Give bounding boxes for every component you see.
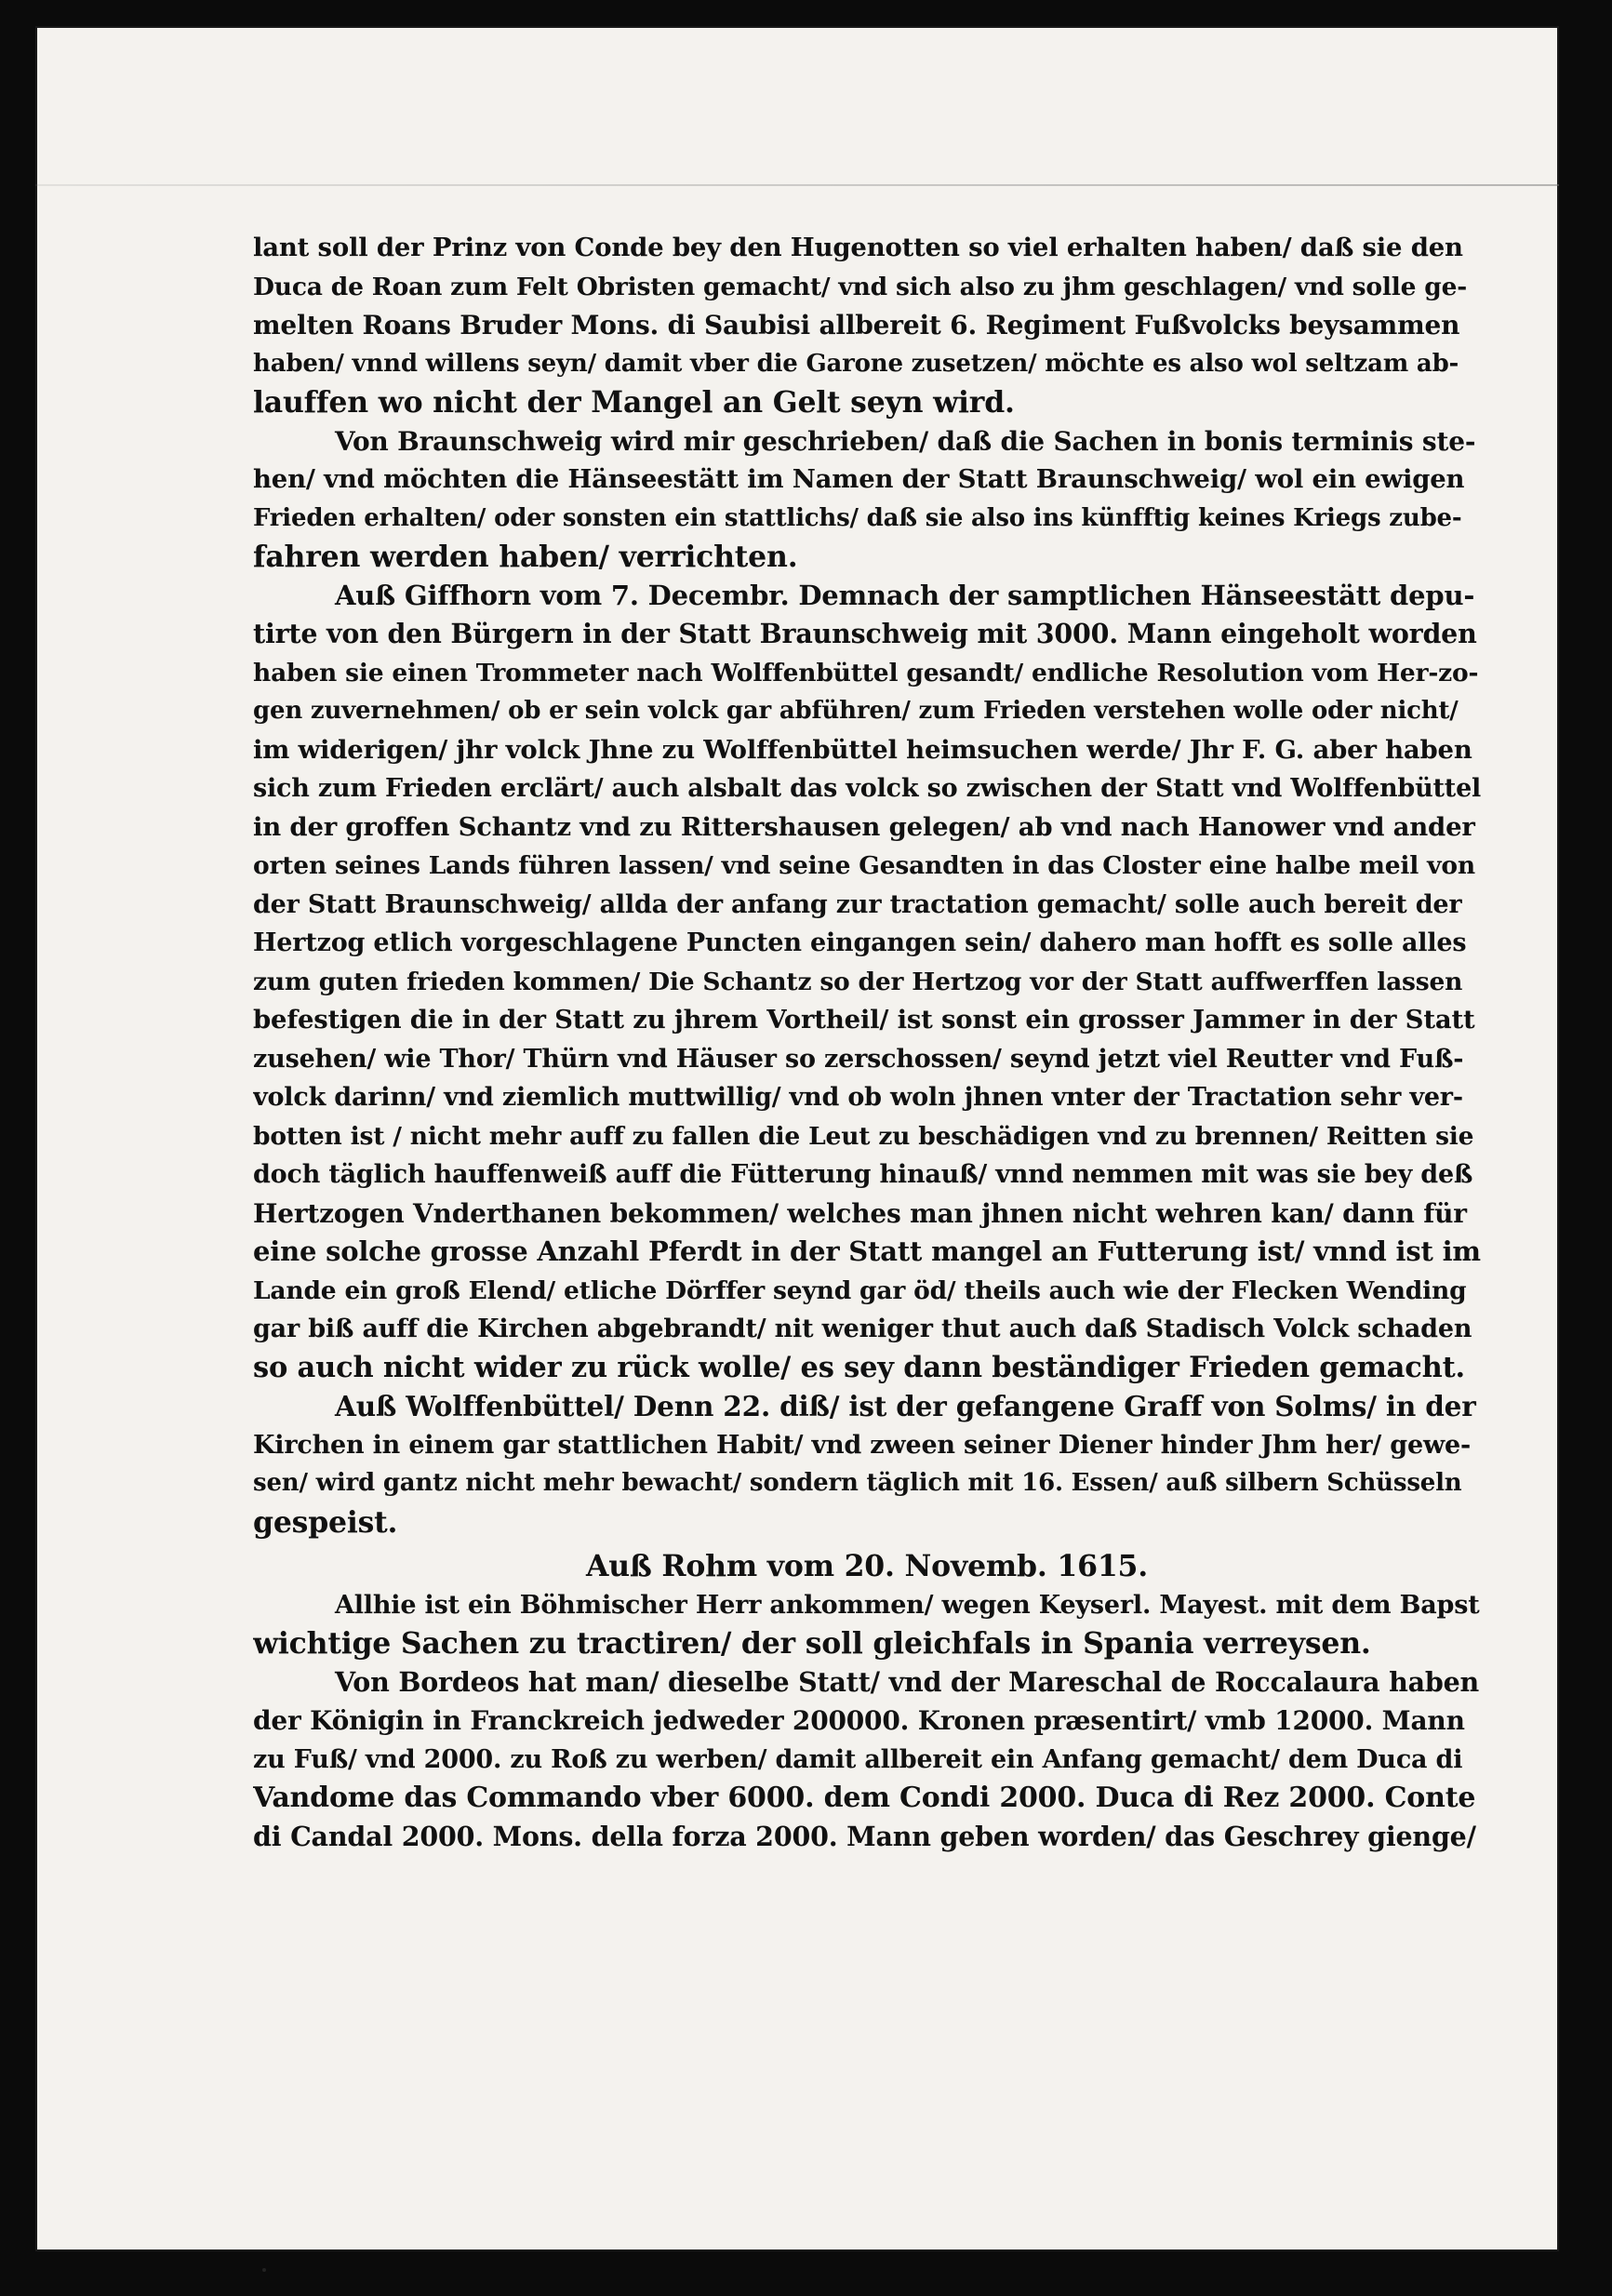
text-line: sen/ wird gantz nicht mehr bewacht/ sondern täglich mit 16. Essen/ auß silbern Schüsseln	[253, 1469, 1462, 1497]
text-line: der Statt Braunschweig/ allda der anfang zur tractation gemacht/ solle auch bereit der	[253, 889, 1462, 919]
text-line: botten ist / nicht mehr auff zu fallen die Leut zu beschädigen vnd zu brennen/ Reitten sie	[253, 1121, 1474, 1151]
section-heading: Auß Rohm vom 20. Novemb. 1615.	[585, 1549, 1149, 1583]
text-line: di Candal 2000. Mons. della forza 2000. Mann geben worden/ das Geschrey gienge/	[253, 1820, 1476, 1852]
text-line: doch täglich hauffenweiß auff die Fütterung hinauß/ vnnd nemmen mit was sie bey deß	[253, 1160, 1473, 1189]
text-line: gespeist.	[253, 1504, 398, 1540]
text-line: zum guten frieden kommen/ Die Schantz so der Hertzog vor der Statt auffwerffen lassen	[253, 967, 1463, 996]
text-line: haben sie einen Trommeter nach Wolffenbüttel gesandt/ endliche Resolution vom Her-zo-	[253, 658, 1479, 687]
page-fold-line	[35, 184, 1559, 186]
text-line: Kirchen in einem gar stattlichen Habit/ vnd zween seiner Diener hinder Jhm her/ gewe-	[253, 1430, 1471, 1460]
document-body	[253, 229, 1481, 1856]
text-line: wichtige Sachen zu tractiren/ der soll gleichfals in Spania verreysen.	[253, 1626, 1371, 1661]
text-line: Allhie ist ein Böhmischer Herr ankommen/ wegen Keyserl. Mayest. mit dem Bapst	[335, 1590, 1480, 1620]
text-line: Auß Giffhorn vom 7. Decembr. Demnach der samptlichen Hänseestätt depu-	[335, 579, 1475, 611]
text-line: fahren werden haben/ verrichten.	[253, 540, 798, 574]
text-line: melten Roans Bruder Mons. di Saubisi allbereit 6. Regiment Fußvolcks beysammen	[253, 310, 1460, 340]
text-line: hen/ vnd möchten die Hänseestätt im Namen der Statt Braunschweig/ wol ein ewigen	[253, 464, 1465, 494]
text-line: in der groffen Schantz vnd zu Rittershausen gelegen/ ab vnd nach Hanower vnd ander	[253, 811, 1475, 842]
text-line: Frieden erhalten/ oder sonsten ein stattlichs/ daß sie also ins künfftig keines Kriegs zube-	[253, 503, 1462, 532]
text-line: gar biß auff die Kirchen abgebrandt/ nit weniger thut auch daß Stadisch Volck schaden	[253, 1315, 1472, 1343]
text-line: zusehen/ wie Thor/ Thürn vnd Häuser so zerschossen/ seynd jetzt viel Reutter vnd Fuß-	[253, 1044, 1464, 1074]
text-line: gen zuvernehmen/ ob er sein volck gar abführen/ zum Frieden verstehen wolle oder nicht/	[253, 697, 1459, 725]
scanned-page	[35, 26, 1559, 2251]
text-line: haben/ vnnd willens seyn/ damit vber die Garone zusetzen/ möchte es also wol seltzam ab-	[253, 349, 1459, 378]
text-line: Vandome das Commando vber 6000. dem Condi 2000. Duca di Rez 2000. Conte	[253, 1782, 1476, 1814]
text-line: Von Braunschweig wird mir geschrieben/ daß die Sachen in bonis terminis ste-	[335, 425, 1476, 457]
text-line: Von Bordeos hat man/ dieselbe Statt/ vnd der Mareschal de Roccalaura haben	[335, 1665, 1480, 1698]
text-line: so auch nicht wider zu rück wolle/ es sey dann beständiger Frieden gemacht.	[253, 1350, 1465, 1384]
ink-mark	[262, 2268, 266, 2272]
text-line: sich zum Frieden erclärt/ auch alsbalt das volck so zwischen der Statt vnd Wolffenbüttel	[253, 774, 1481, 803]
text-line: Duca de Roan zum Felt Obristen gemacht/ vnd sich also zu jhm geschlagen/ vnd solle ge-	[253, 272, 1468, 301]
text-line: zu Fuß/ vnd 2000. zu Roß zu werben/ damit allbereit ein Anfang gemacht/ dem Duca di	[253, 1744, 1463, 1774]
text-line: Hertzog etlich vorgeschlagene Puncten eingangen sein/ dahero man hofft es solle alles	[253, 928, 1467, 957]
text-line: im widerigen/ jhr volck Jhne zu Wolffenbüttel heimsuchen werde/ Jhr F. G. aber haben	[253, 734, 1472, 765]
text-line: befestigen die in der Statt zu jhrem Vortheil/ ist sonst ein grosser Jammer in der Statt	[253, 1005, 1475, 1035]
text-line: lauffen wo nicht der Mangel an Gelt seyn wird.	[253, 385, 1015, 420]
text-line: tirte von den Bürgern in der Statt Braunschweig mit 3000. Mann eingeholt worden	[253, 618, 1477, 649]
text-line: Lande ein groß Elend/ etliche Dörffer seynd gar öd/ theils auch wie der Flecken Wending	[253, 1275, 1467, 1305]
text-line: eine solche grosse Anzahl Pferdt in der Statt mangel an Futterung ist/ vnnd ist im	[253, 1235, 1481, 1267]
text-line: lant soll der Prinz von Conde bey den Hugenotten so viel erhalten haben/ daß sie den	[253, 233, 1463, 262]
text-line: Auß Wolffenbüttel/ Denn 22. diß/ ist der gefangene Graff von Solms/ in der	[335, 1390, 1476, 1422]
text-line: Hertzogen Vnderthanen bekommen/ welches man jhnen nicht wehren kan/ dann für	[253, 1197, 1467, 1229]
text-line: der Königin in Franckreich jedweder 200000. Kronen præsentirt/ vmb 12000. Mann	[253, 1705, 1465, 1736]
text-line: orten seines Lands führen lassen/ vnd seine Gesandten in das Closter eine halbe meil von	[253, 851, 1475, 880]
text-line: volck darinn/ vnd ziemlich muttwillig/ vnd ob woln jhnen vnter der Tractation sehr ver-	[253, 1083, 1463, 1112]
